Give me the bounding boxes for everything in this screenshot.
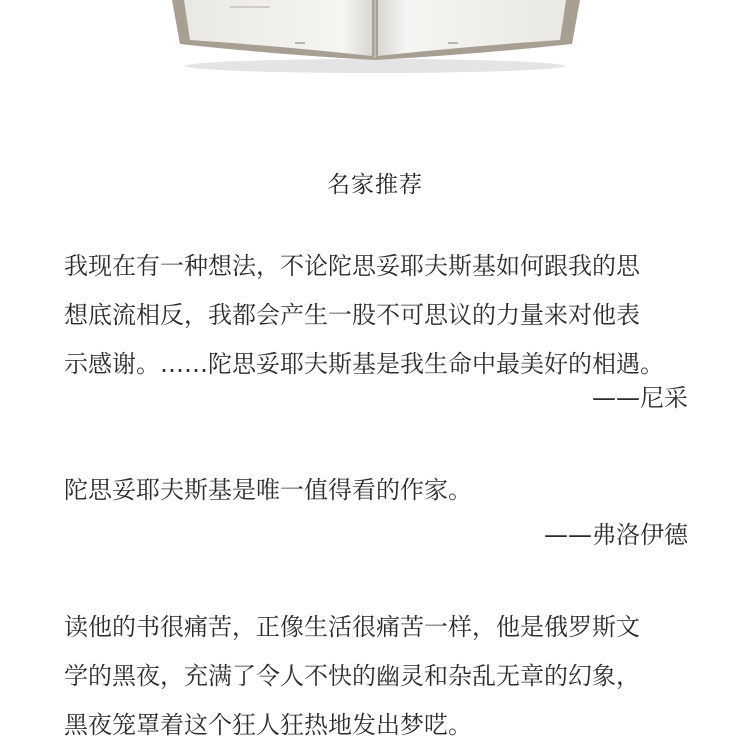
quote-freud xyxy=(64,466,694,515)
quote-line: 陀思妥耶夫斯基是唯一值得看的作家。 xyxy=(64,476,472,504)
section-title: 名家推荐 xyxy=(327,172,423,198)
quote-nietzsche xyxy=(64,242,694,389)
quote-third xyxy=(64,603,694,750)
quote-author: ——弗洛伊德 xyxy=(544,521,688,549)
quote-line: 读他的书很痛苦，正像生活很痛苦一样，他是俄罗斯文 xyxy=(64,613,640,641)
quote-author: ——尼采 xyxy=(592,384,688,412)
quote-line: 示感谢。……陀思妥耶夫斯基是我生命中最美好的相遇。 xyxy=(64,350,664,378)
open-book-image xyxy=(0,0,750,75)
quote-line: 学的黑夜，充满了令人不快的幽灵和杂乱无章的幻象， xyxy=(64,662,640,690)
quote-line: 我现在有一种想法，不论陀思妥耶夫斯基如何跟我的思 xyxy=(64,252,640,280)
quote-line: 想底流相反，我都会产生一股不可思议的力量来对他表 xyxy=(64,301,640,329)
quote-line: 黑夜笼罩着这个狂人狂热地发出梦呓。 xyxy=(64,711,472,739)
